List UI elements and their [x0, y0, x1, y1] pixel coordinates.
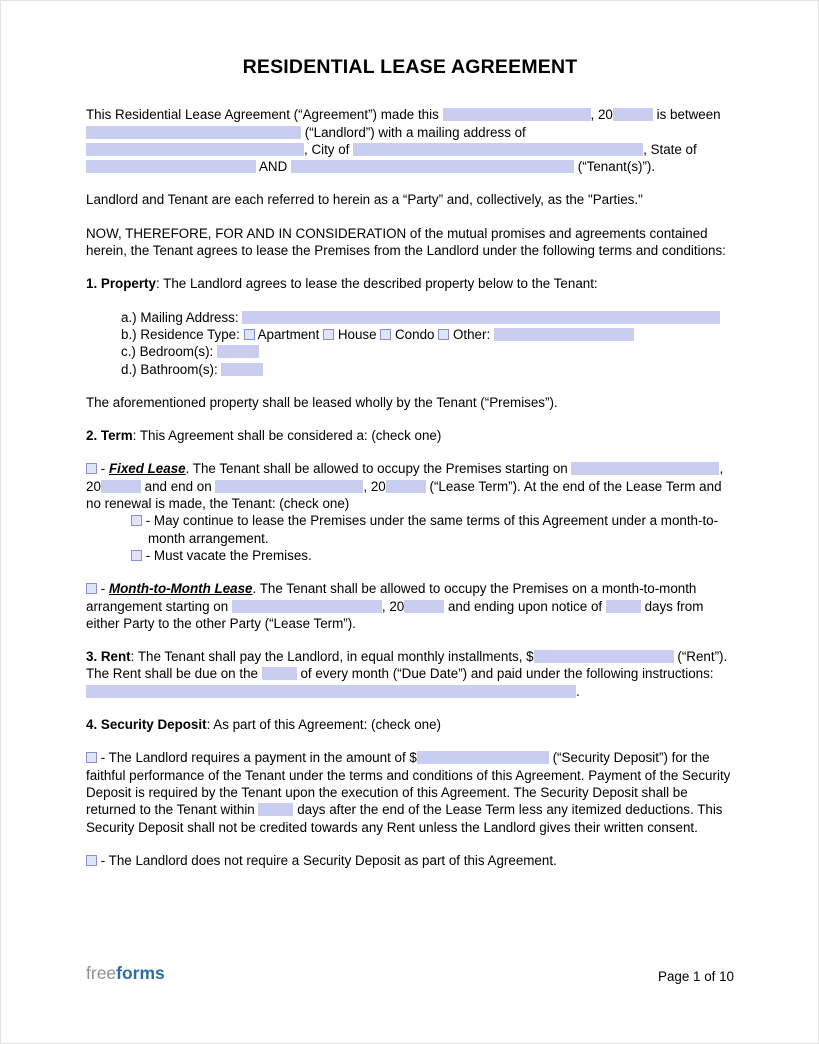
rent-text: (“Rent”). The Rent shall be due on the — [86, 649, 728, 682]
page-footer — [86, 963, 734, 984]
deposit-text: days after the end of the Lease Term less any itemized deductions. This Security Deposit shall not be credited towards any Rent unless the Landlord gives their written consent. — [86, 802, 723, 835]
m2m-text: , 20 — [381, 598, 405, 614]
deposit-required-paragraph — [86, 749, 734, 835]
deposit-text: (“Security Deposit”) for the faithful performance of the Tenant under the terms and conditions of this Agreement. Payment of the Security Deposit is required by the Tenant upon the execution of this Agreement. The Security Deposit shall be returned to the Tenant within — [86, 750, 731, 818]
intro-paragraph — [86, 106, 734, 175]
section-text: : The Landlord agrees to lease the described property below to the Tenant: — [155, 276, 598, 292]
landlord-state-blank[interactable] — [86, 160, 256, 173]
must-vacate-checkbox[interactable] — [131, 550, 142, 561]
fixed-start-year-blank[interactable] — [101, 480, 141, 493]
intro-text: , 20 — [590, 107, 613, 123]
house-label: House — [337, 326, 377, 342]
property-item-d — [121, 361, 734, 378]
other-label: Other: — [452, 326, 491, 342]
section-text: : This Agreement shall be considered a: (check one) — [132, 428, 442, 444]
fixed-lease-name: Fixed Lease — [108, 461, 186, 477]
house-checkbox[interactable] — [323, 329, 334, 340]
landlord-address-blank[interactable] — [86, 143, 304, 156]
property-item-c — [121, 343, 734, 360]
fixed-end-date-blank[interactable] — [215, 480, 363, 493]
fixed-lease-text: - — [100, 461, 106, 477]
section-number-title: 1. Property — [86, 276, 156, 292]
rent-paragraph — [86, 648, 734, 700]
rent-amount-blank[interactable] — [534, 650, 674, 663]
deposit-text: - The Landlord requires a payment in the amount of $ — [100, 750, 417, 766]
residence-type-label: b.) Residence Type: — [121, 326, 240, 342]
m2m-text: days from either Party to the other Party (“Lease Term”). — [86, 598, 704, 631]
no-deposit-checkbox[interactable] — [86, 855, 97, 866]
property-section-heading — [86, 275, 734, 292]
intro-text: is between — [656, 107, 721, 123]
deposit-required-checkbox[interactable] — [86, 752, 97, 763]
fixed-lease-text: , 20 — [363, 478, 386, 494]
no-deposit-paragraph — [86, 852, 734, 869]
continue-month-to-month-checkbox[interactable] — [131, 515, 142, 526]
intro-text: AND — [258, 159, 288, 175]
deposit-return-days-blank[interactable] — [258, 803, 293, 816]
agreement-day-blank[interactable] — [443, 108, 591, 121]
fixed-start-date-blank[interactable] — [571, 462, 719, 475]
continue-option-text: - May continue to lease the Premises under the same terms of this Agreement under a month-to-month arrangement. — [145, 513, 719, 546]
m2m-notice-days-blank[interactable] — [606, 600, 641, 613]
property-item-a — [121, 309, 734, 326]
fixed-lease-text: . The Tenant shall be allowed to occupy the Premises starting on — [185, 461, 568, 477]
bedrooms-blank[interactable] — [217, 345, 259, 358]
section-text: : As part of this Agreement: (check one) — [206, 717, 442, 733]
section-number-title: 2. Term — [86, 428, 133, 444]
rent-text: of every month (“Due Date”) and paid under the following instructions: — [300, 666, 714, 682]
fixed-lease-checkbox[interactable] — [86, 463, 97, 474]
tenant-name-blank[interactable] — [291, 160, 574, 173]
fixed-end-year-blank[interactable] — [386, 480, 426, 493]
intro-text: , City of — [304, 141, 350, 157]
parties-paragraph: Landlord and Tenant are each referred to herein as a “Party” and, collectively, as the "Parties." — [86, 192, 643, 208]
m2m-text: and ending upon notice of — [447, 598, 603, 614]
fixed-lease-text: , 20 — [86, 461, 724, 494]
apartment-checkbox[interactable] — [244, 329, 255, 340]
term-section-heading — [86, 427, 734, 444]
brand-free-text: free — [86, 963, 117, 983]
deposit-amount-blank[interactable] — [417, 751, 549, 764]
landlord-name-blank[interactable] — [86, 126, 301, 139]
deposit-section-heading — [86, 716, 734, 733]
apartment-label: Apartment — [257, 326, 320, 342]
bedrooms-label: c.) Bedroom(s): — [121, 344, 214, 360]
no-deposit-text: - The Landlord does not require a Security Deposit as part of this Agreement. — [100, 852, 557, 868]
month-to-month-paragraph — [86, 580, 734, 632]
premises-paragraph: The aforementioned property shall be leased wholly by the Tenant (“Premises”). — [86, 394, 558, 410]
fixed-lease-text: and end on — [144, 478, 212, 494]
freeforms-logo — [86, 963, 165, 984]
intro-text: , State of — [643, 141, 697, 157]
bathrooms-label: d.) Bathroom(s): — [121, 361, 218, 377]
rent-due-day-blank[interactable] — [262, 667, 297, 680]
m2m-text: . The Tenant shall be allowed to occupy the Premises on a month-to-month arrangement starting on — [86, 581, 697, 614]
other-checkbox[interactable] — [438, 329, 449, 340]
page-title: RESIDENTIAL LEASE AGREEMENT — [242, 56, 578, 78]
rent-text: . — [576, 683, 580, 699]
condo-label: Condo — [395, 326, 435, 342]
fixed-lease-paragraph — [86, 460, 734, 512]
rent-text: : The Tenant shall pay the Landlord, in equal monthly installments, $ — [130, 649, 534, 665]
page-number: Page 1 of 10 — [658, 969, 734, 984]
m2m-text: - — [100, 581, 106, 597]
payment-instructions-blank[interactable] — [86, 685, 576, 698]
bathrooms-blank[interactable] — [221, 363, 263, 376]
m2m-start-year-blank[interactable] — [404, 600, 444, 613]
intro-text: This Residential Lease Agreement (“Agreement”) made this — [86, 107, 439, 123]
intro-text: (“Landlord”) with a mailing address of — [304, 124, 526, 140]
section-number-title: 3. Rent — [86, 649, 131, 665]
property-item-b — [121, 326, 734, 343]
residence-other-blank[interactable] — [494, 328, 634, 341]
condo-checkbox[interactable] — [380, 329, 391, 340]
document-content — [86, 56, 734, 885]
agreement-year-blank[interactable] — [613, 108, 653, 121]
section-number-title: 4. Security Deposit — [86, 717, 207, 733]
property-mailing-address-blank[interactable] — [242, 311, 720, 324]
mailing-address-label: a.) Mailing Address: — [121, 309, 239, 325]
intro-text: (“Tenant(s)”). — [577, 159, 656, 175]
month-to-month-checkbox[interactable] — [86, 583, 97, 594]
fixed-lease-text: (“Lease Term”). At the end of the Lease Term and no renewal is made, the Tenant: (check one) — [86, 478, 722, 512]
consideration-paragraph: NOW, THEREFORE, FOR AND IN CONSIDERATION of the mutual promises and agreements contained herein, the Tenant agrees to lease the Premises from the Landlord under the following terms and conditions: — [86, 225, 726, 259]
m2m-start-date-blank[interactable] — [232, 600, 382, 613]
brand-forms-text: forms — [116, 963, 165, 983]
landlord-city-blank[interactable] — [353, 143, 643, 156]
fixed-lease-option-continue — [131, 512, 734, 547]
month-to-month-name: Month-to-Month Lease — [108, 581, 253, 597]
fixed-lease-option-vacate — [131, 547, 734, 564]
vacate-option-text: - Must vacate the Premises. — [145, 547, 312, 563]
